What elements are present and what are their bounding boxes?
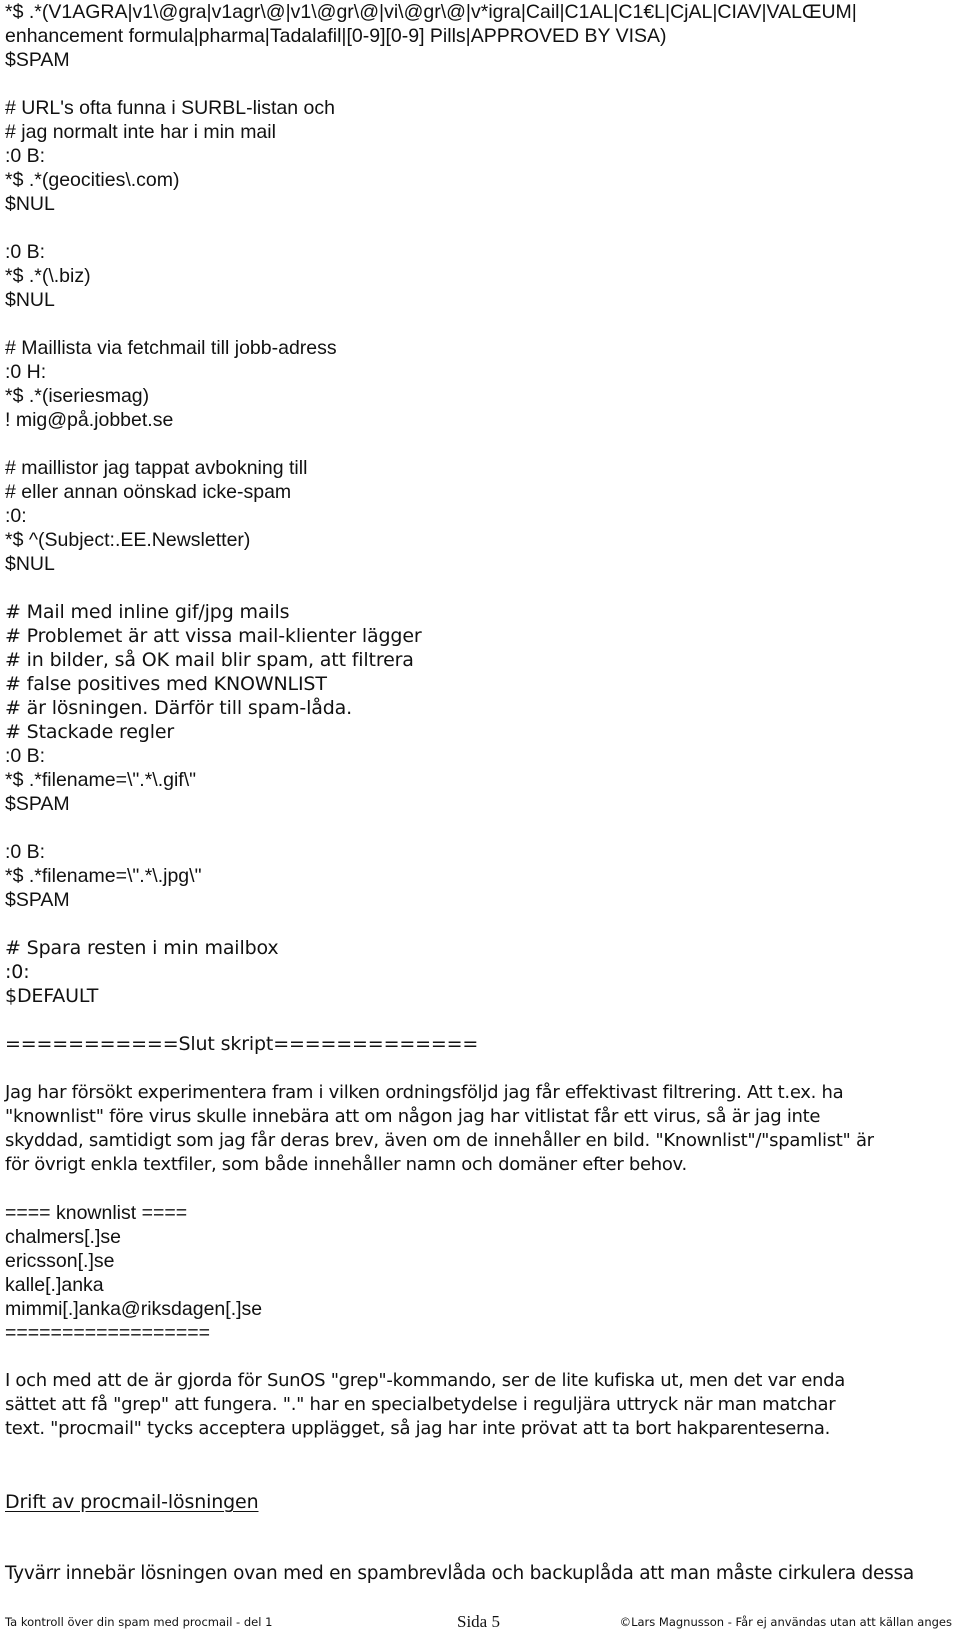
text-line: # är lösningen. Därför till spam-låda. <box>5 697 352 719</box>
text-line: ! mig@på.jobbet.se <box>5 409 174 431</box>
text-line: $DEFAULT <box>5 985 99 1007</box>
text-line: "knownlist" före virus skulle innebära att om någon jag har vitlistat får ett virus, så är jag inte <box>5 1106 821 1127</box>
text-line: # jag normalt inte har i min mail <box>5 121 276 143</box>
text-line: chalmers[.]se <box>5 1226 121 1248</box>
text-line: :0 B: <box>5 241 46 263</box>
text-line: *$ .*(geocities\.com) <box>5 169 180 191</box>
text-line: :0 B: <box>5 841 46 863</box>
text-line: *$ .*filename=\".*\.gif\" <box>5 769 197 791</box>
text-line: :0 H: <box>5 361 47 383</box>
text-line: # eller annan oönskad icke-spam <box>5 481 292 503</box>
text-line: $NUL <box>5 289 55 311</box>
text-line: # Stackade regler <box>5 721 175 743</box>
text-line: Jag har försökt experimentera fram i vilken ordningsföljd jag får effektivast filtrering. Att t.ex. ha <box>5 1082 844 1103</box>
text-line: :0: <box>5 505 27 527</box>
text-line: $SPAM <box>5 49 70 71</box>
text-line: # URL's ofta funna i SURBL-listan och <box>5 97 335 119</box>
text-line: :0: <box>5 961 30 983</box>
text-line: *$ .*(V1AGRA|v1\@gra|v1agr\@|v1\@gr\@|vi\@gr\@|v*igra|Cail|C1AL|C1€L|CjAL|CIAV|VALŒUM| <box>5 1 857 23</box>
footer-copyright: ©Lars Magnusson - Får ej användas utan att källan anges <box>619 1615 952 1629</box>
text-line: # Spara resten i min mailbox <box>5 937 279 959</box>
page-number: Sida 5 <box>457 1612 500 1631</box>
text-line: $NUL <box>5 193 55 215</box>
text-line: text. "procmail" tycks acceptera upplägget, så jag har inte prövat att ta bort hakparenteserna. <box>5 1418 831 1439</box>
text-line: ericsson[.]se <box>5 1250 115 1272</box>
text-line: ================== <box>5 1322 210 1344</box>
text-line: *$ .*(\.biz) <box>5 265 91 287</box>
text-line: ===========Slut skript============= <box>5 1033 479 1055</box>
text-line: $SPAM <box>5 889 70 911</box>
text-line: # Mail med inline gif/jpg mails <box>5 601 290 623</box>
text-line: mimmi[.]anka@riksdagen[.]se <box>5 1298 263 1320</box>
text-line: $SPAM <box>5 793 70 815</box>
page-footer <box>0 1611 960 1635</box>
text-line: *$ .*filename=\".*\.jpg\" <box>5 865 202 887</box>
text-line: # Maillista via fetchmail till jobb-adress <box>5 337 337 359</box>
text-line: *$ ^(Subject:.EE.Newsletter) <box>5 529 251 551</box>
text-line: Tyvärr innebär lösningen ovan med en spambrevlåda och backuplåda att man måste cirkulera dessa <box>5 1563 915 1584</box>
text-line: sättet att få "grep" att fungera. "." har en specialbetydelse i reguljära uttryck när man matchar <box>5 1394 836 1415</box>
text-line: :0 B: <box>5 745 46 767</box>
text-line: # Problemet är att vissa mail-klienter lägger <box>5 625 422 647</box>
text-line: ==== knownlist ==== <box>5 1202 188 1224</box>
text-line: # maillistor jag tappat avbokning till <box>5 457 308 479</box>
text-line: I och med att de är gjorda för SunOS "grep"-kommando, ser de lite kufiska ut, men det var enda <box>5 1370 845 1391</box>
text-line: enhancement formula|pharma|Tadalafil|[0-9][0-9] Pills|APPROVED BY VISA) <box>5 25 667 47</box>
text-line: kalle[.]anka <box>5 1274 104 1296</box>
text-line: # in bilder, så OK mail blir spam, att filtrera <box>5 649 414 671</box>
footer-title: Ta kontroll över din spam med procmail - del 1 <box>5 1615 273 1629</box>
text-line: för övrigt enkla textfiler, som både innehåller namn och domäner efter behov. <box>5 1154 687 1175</box>
text-line: *$ .*(iseriesmag) <box>5 385 150 407</box>
text-line: :0 B: <box>5 145 46 167</box>
text-line: skyddad, samtidigt som jag får deras brev, även om de innehåller en bild. "Knownlist"/"spamlist" är <box>5 1130 874 1151</box>
section-heading: Drift av procmail-lösningen <box>5 1491 259 1513</box>
text-line: $NUL <box>5 553 55 575</box>
text-line: # false positives med KNOWNLIST <box>5 673 327 695</box>
